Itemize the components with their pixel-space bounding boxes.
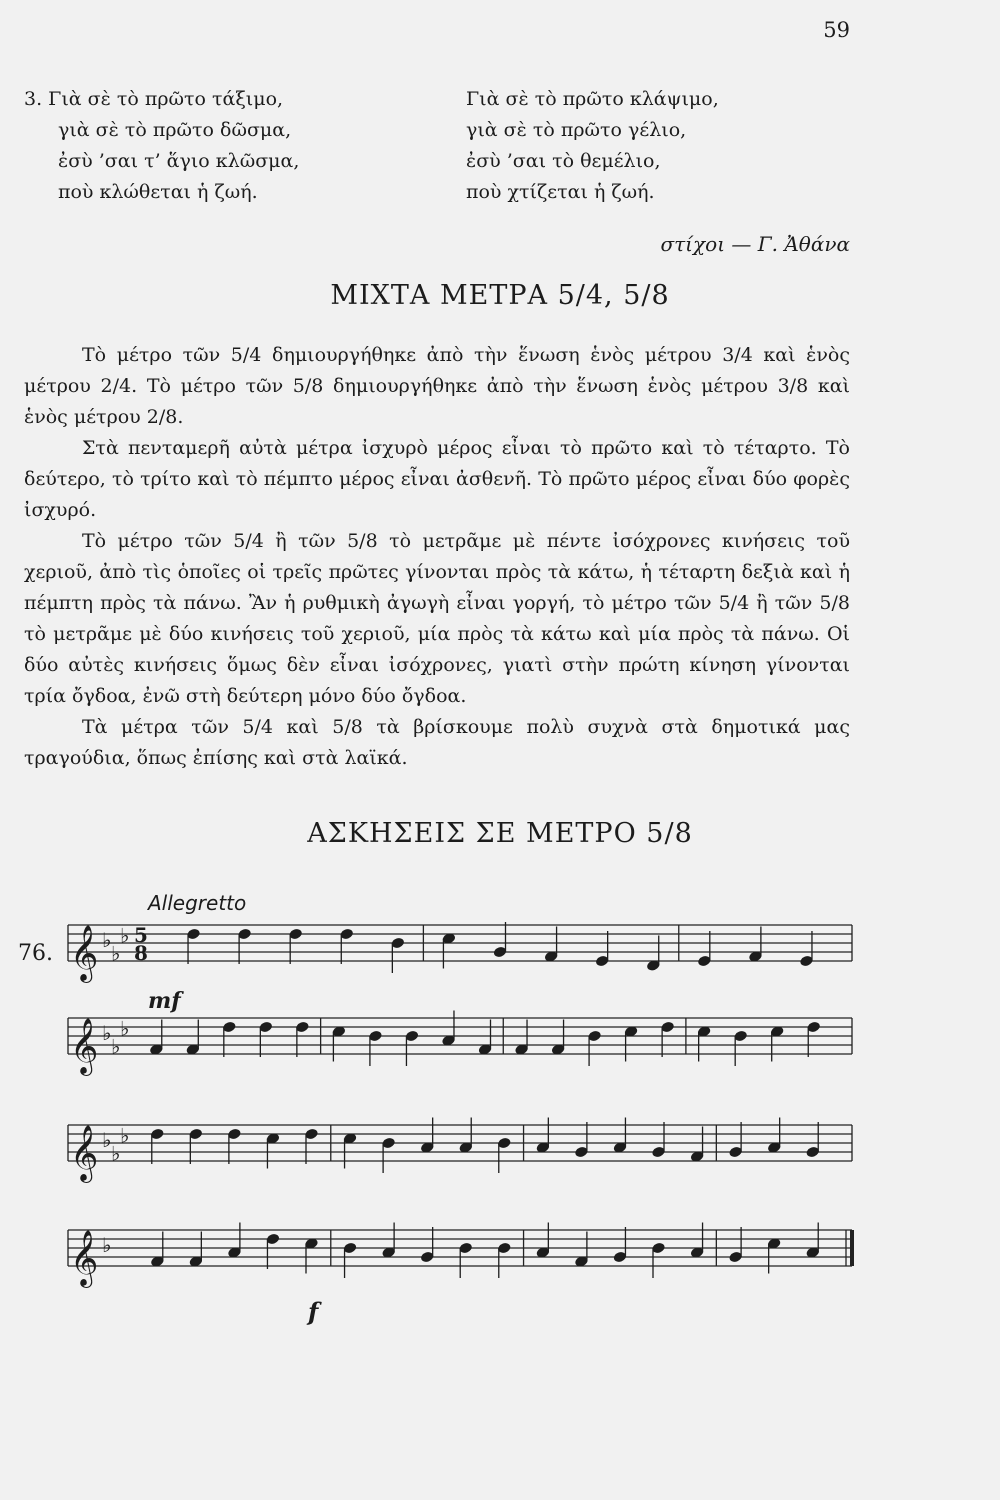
tempo-marking: Allegretto	[148, 891, 247, 915]
poem-line: ποὺ κλώθεται ἡ ζωή.	[58, 181, 258, 203]
treble-clef-icon: 𝄞	[70, 1230, 99, 1286]
section-title-mixed-meters: ΜΙΧΤΑ ΜΕΤΡΑ 5/4, 5/8	[330, 280, 670, 311]
poem-line: ἐσὺ ’σαι τ’ ἅγιο κλῶσμα,	[58, 150, 300, 172]
poem-line: 3. Γιὰ σὲ τὸ πρῶτο τάξιμο,	[24, 88, 284, 110]
poem-line: ποὺ χτίζεται ἡ ζωή.	[466, 181, 655, 203]
poem-line: Γιὰ σὲ τὸ πρῶτο κλάψιμο,	[466, 88, 719, 110]
flat-sign: ♭	[102, 1128, 112, 1152]
flat-sign: ♭	[120, 1123, 130, 1148]
treble-clef-icon: 𝄞	[70, 1125, 99, 1181]
paragraph: Τὰ μέτρα τῶν 5/4 καὶ 5/8 τὰ βρίσκουμε πολὺ συχνὰ στὰ δημοτικά μας τραγούδια, ὅπως ἐπίσης καὶ στὰ λαϊκά.	[24, 716, 850, 769]
dynamic-mf: mf	[148, 988, 181, 1014]
treble-clef-icon: 𝄞	[70, 1018, 99, 1074]
flat-sign: ♭	[120, 923, 130, 948]
dynamic-f: f	[308, 1297, 319, 1326]
time-signature-top: 5	[134, 923, 148, 947]
music-score	[0, 880, 1000, 1440]
flat-sign: ♭	[111, 1034, 121, 1059]
poem-right-column	[466, 84, 719, 208]
time-signature-bottom: 8	[134, 941, 148, 965]
flat-sign: ♭	[102, 1021, 112, 1045]
poem-line: γιὰ σὲ τὸ πρῶτο γέλιο,	[466, 119, 687, 141]
page-number: 59	[823, 18, 850, 42]
treble-clef-icon: 𝄞	[70, 925, 99, 981]
flat-sign: ♭	[111, 941, 121, 966]
staves	[68, 922, 852, 1288]
body-text	[24, 340, 850, 774]
poem-attribution: στίχοι — Γ. Ἀθάνα	[660, 232, 850, 256]
paragraph: Τὸ μέτρο τῶν 5/4 δημιουργήθηκε ἀπὸ τὴν ἕνωση ἑνὸς μέτρου 3/4 καὶ ἑνὸς μέτρου 2/4. Τὸ μέτρο τῶν 5/8 δημιουργήθηκε ἀπὸ τὴν ἕνωση ἑνὸς μέτρου 3/8 καὶ ἑνὸς μέτρου 2/8.	[24, 344, 850, 428]
flat-sign: ♭	[120, 1016, 130, 1041]
flat-sign: ♭	[102, 928, 112, 952]
paragraph: Τὸ μέτρο τῶν 5/4 ἢ τῶν 5/8 τὸ μετρᾶμε μὲ πέντε ἰσόχρονες κινήσεις τοῦ χεριοῦ, ἀπὸ τὶς ὁποῖες οἱ τρεῖς πρῶτες γίνονται πρὸς τὰ κάτω, ἡ τέταρτη δεξιὰ καὶ ἡ πέμπτη πρὸς τὰ πάνω. Ἂν ἡ ρυθμικὴ ἀγωγὴ εἶναι γοργή, τὸ μέτρο τῶν 5/4 ἢ τῶν 5/8 τὸ μετρᾶμε μὲ δύο κινήσεις τοῦ χεριοῦ, μία πρὸς τὰ κάτω καὶ μία πρὸς τὰ πάνω. Οἱ δύο αὐτὲς κινήσεις ὅμως δὲν εἶναι ἰσόχρονες, γιατὶ στὴν πρώτη κίνηση γίνονται τρία ὄγδοα, ἐνῶ στὴ δεύτερη μόνο δύο ὄγδοα.	[24, 530, 850, 707]
poem-line: γιὰ σὲ τὸ πρῶτο δῶσμα,	[58, 119, 292, 141]
flat-sign: ♭	[102, 1233, 112, 1257]
poem-line: ἐσὺ ’σαι τὸ θεμέλιο,	[466, 150, 661, 172]
flat-sign: ♭	[111, 1141, 121, 1166]
paragraph: Στὰ πενταμερῆ αὐτὰ μέτρα ἰσχυρὸ μέρος εἶναι τὸ πρῶτο καὶ τὸ τέταρτο. Τὸ δεύτερο, τὸ τρίτο καὶ τὸ πέμπτο μέρος εἶναι ἀσθενῆ. Τὸ πρῶτο μέρος εἶναι δύο φορὲς ἰσχυρό.	[24, 437, 850, 521]
section-title-exercises: ΑΣΚΗΣΕΙΣ ΣΕ ΜΕΤΡΟ 5/8	[307, 818, 693, 849]
exercise-number: 76.	[18, 941, 53, 966]
poem-left-column	[24, 84, 299, 208]
